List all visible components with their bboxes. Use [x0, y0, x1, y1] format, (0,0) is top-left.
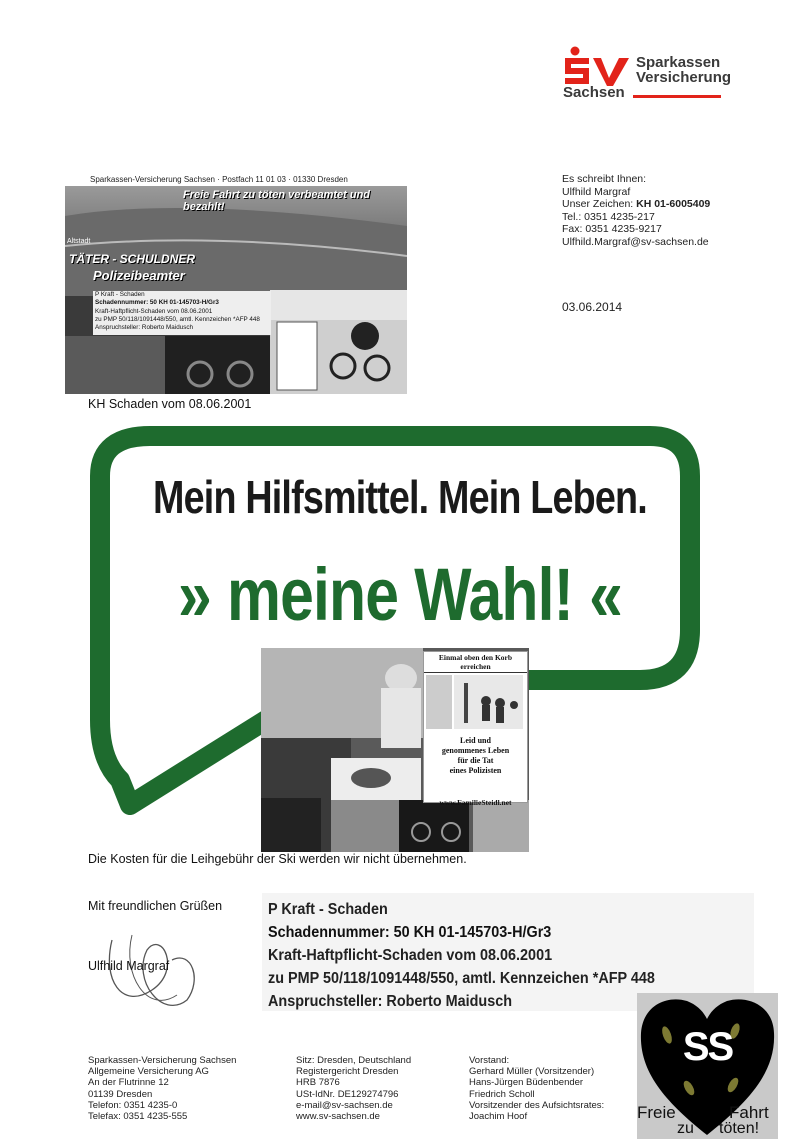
- leaflet-text-2: genommenes Leben: [441, 746, 510, 755]
- top-claim-line: zu PMP 50/118/1091448/550, amtl. Kennzeichen *AFP 448: [95, 315, 260, 323]
- footer-line: Telefax: 0351 4235-555: [88, 1111, 188, 1123]
- footer-line: An der Flutrinne 12: [88, 1077, 169, 1089]
- label-tater: TÄTER - SCHULDNER: [69, 252, 195, 266]
- ref-label: Unser Zeichen:: [562, 198, 634, 210]
- top-claim-line: P Kraft - Schaden: [95, 291, 145, 298]
- signature-icon: [92, 920, 212, 1030]
- footer-line[interactable]: e-mail@sv-sachsen.de: [296, 1099, 393, 1111]
- footer-line: Registergericht Dresden: [296, 1066, 399, 1078]
- contact-name: Ulfhild Margraf: [562, 185, 631, 198]
- top-claim-line: Schadennummer: 50 KH 01-145703-H/Gr3: [95, 299, 219, 307]
- leaflet: [423, 651, 528, 807]
- footer-line: USt-IdNr. DE129274796: [296, 1088, 399, 1100]
- label-altstadt: Altstadt: [67, 238, 91, 245]
- footer-line: Allgemeine Versicherung AG: [88, 1066, 209, 1078]
- footer-line: HRB 7876: [296, 1077, 340, 1089]
- letter-date: 03.06.2014: [562, 300, 623, 314]
- claim-line: Anspruchsteller: Roberto Maidusch: [268, 993, 513, 1010]
- leaflet-text-1: Leid und: [460, 736, 491, 745]
- top-claim-line: Kraft-Haftpflicht-Schaden vom 08.06.2001: [95, 307, 213, 315]
- contact-email[interactable]: Ulfhild.Margraf@sv-sachsen.de: [562, 235, 709, 248]
- label-polizeibeamter: Polizeibeamter: [93, 268, 185, 283]
- ss-heart-badge: [637, 993, 778, 1139]
- footer-line: Sitz: Dresden, Deutschland: [296, 1055, 412, 1066]
- footer-line: Vorsitzender des Aufsichtsrates:: [469, 1099, 605, 1111]
- body-text: Die Kosten für die Leihgebühr der Ski werden wir nicht übernehmen.: [88, 852, 467, 866]
- claim-line: zu PMP 50/118/1091448/550, amtl. Kennzeichen *AFP 448: [268, 970, 655, 987]
- logo-line-1: Sparkassen: [636, 54, 721, 71]
- footer-line: Friedrich Scholl: [469, 1088, 535, 1100]
- top-banner-text: Freie Fahrt zu töten verbeamtet und bezahlt!: [183, 189, 371, 213]
- leaflet-text-4: eines Polizisten: [449, 766, 502, 775]
- footer-line: Gerhard Müller (Vorsitzender): [469, 1066, 595, 1078]
- slogan-line-1: Mein Hilfsmittel. Mein Leben.: [153, 471, 647, 523]
- claim-line: P Kraft - Schaden: [268, 901, 388, 918]
- footer-line: 01139 Dresden: [88, 1088, 153, 1100]
- top-claim-line: Anspruchsteller: Roberto Maidusch: [95, 324, 193, 332]
- middle-photo-collage: [261, 648, 529, 852]
- footer-line[interactable]: www.sv-sachsen.de: [296, 1111, 380, 1123]
- footer-line: Telefon: 0351 4235-0: [88, 1099, 178, 1111]
- ss-word-freie: Freie: [637, 1103, 676, 1122]
- leaflet-website: www.FamilieSteidl.net: [439, 798, 512, 807]
- leaflet-heading: Einmal oben den Korb erreichen: [424, 652, 527, 673]
- closing-greeting: Mit freundlichen Grüßen: [88, 899, 223, 913]
- logo-line-2: Versicherung: [636, 69, 732, 86]
- contact-tel: Tel.: 0351 4235-217: [562, 210, 655, 223]
- signature-name: Ulfhild Margraf: [88, 959, 170, 973]
- claim-block: [268, 898, 655, 1013]
- leaflet-text-3: für die Tat: [457, 756, 494, 765]
- contact-fax: Fax: 0351 4235-9217: [562, 223, 662, 235]
- footer-col-1: [88, 1055, 236, 1122]
- ss-word-toeten: töten!: [719, 1120, 760, 1137]
- letter-subject: KH Schaden vom 08.06.2001: [88, 397, 252, 411]
- ss-word-zu: zu: [677, 1120, 694, 1137]
- leaflet-photo-icon: [424, 673, 525, 731]
- slogan-line-2: » meine Wahl! «: [177, 553, 623, 636]
- logo-line-3: Sachsen: [563, 84, 625, 101]
- footer-line: Sparkassen-Versicherung Sachsen: [88, 1055, 237, 1066]
- footer-line: Joachim Hoof: [469, 1111, 528, 1123]
- claim-line: Kraft-Haftpflicht-Schaden vom 08.06.2001: [268, 947, 553, 964]
- ss-word-fahrt: Fahrt: [729, 1103, 769, 1122]
- footer-col-3: [469, 1055, 604, 1122]
- sender-address-line: Sparkassen-Versicherung Sachsen · Postfach 11 01 03 · 01330 Dresden: [90, 175, 348, 184]
- footer-line: Hans-Jürgen Büdenbender: [469, 1077, 584, 1089]
- claim-line: Schadennummer: 50 KH 01-145703-H/Gr3: [268, 924, 552, 941]
- contact-intro: Es schreibt Ihnen:: [562, 173, 647, 185]
- ss-letters: SS: [682, 1025, 733, 1069]
- footer-line: Vorstand:: [469, 1055, 510, 1066]
- ref-value: KH 01-6005409: [636, 198, 711, 210]
- footer-col-2: [296, 1055, 411, 1122]
